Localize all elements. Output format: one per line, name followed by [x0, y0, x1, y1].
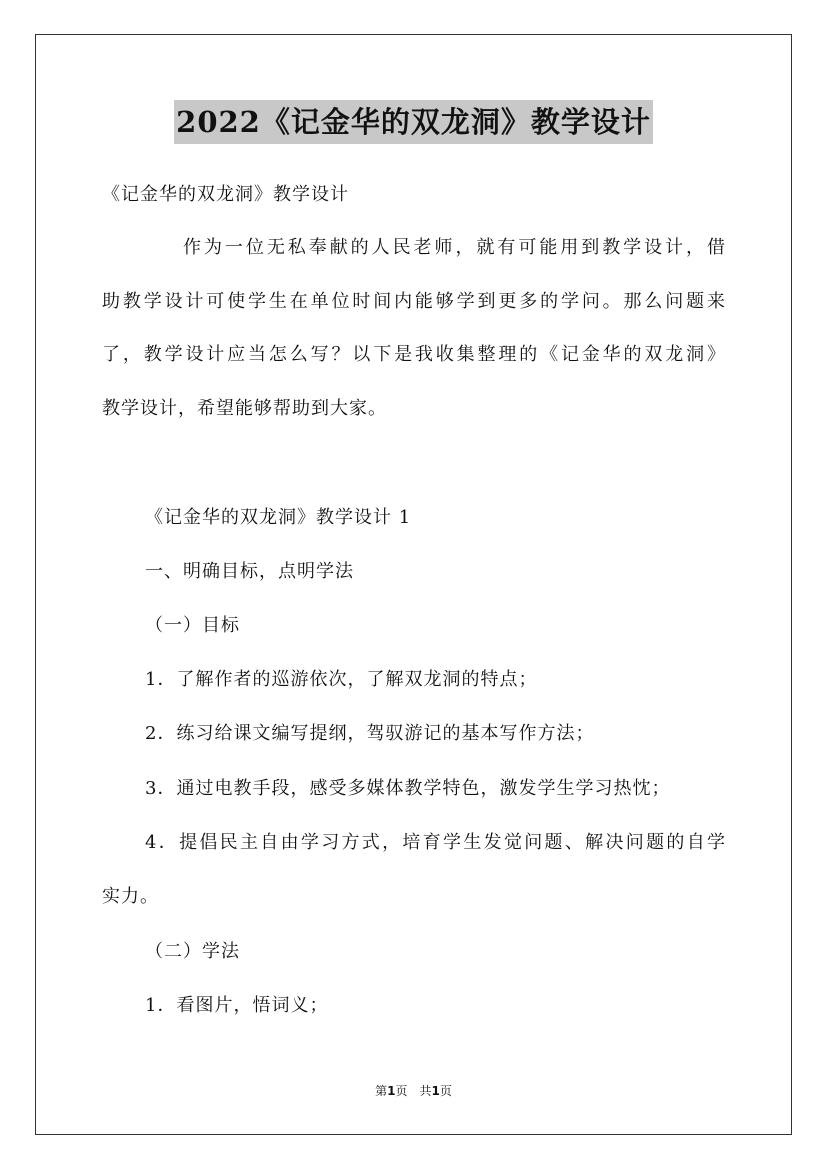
- part-heading: 一、明确目标，点明学法: [145, 561, 354, 582]
- footer-page-prefix: 第: [375, 1084, 388, 1098]
- footer-page-total: 1: [431, 1084, 440, 1098]
- page-footer: [0, 1082, 827, 1100]
- title-container: [0, 100, 827, 144]
- footer-page-current: 1: [387, 1084, 396, 1098]
- method-subheading: （二）学法: [145, 941, 240, 962]
- document-title: 2022《记金华的双龙洞》教学设计: [174, 100, 653, 144]
- method-item-1: 1．看图片，悟词义；: [145, 995, 329, 1016]
- goal-item-4: 4．提倡民主自由学习方式，培育学生发觉问题、解决问题的自学: [145, 832, 726, 853]
- intro-line-1: 作为一位无私奉献的人民老师，就有可能用到教学设计，借: [183, 237, 726, 258]
- intro-line-4: 教学设计，希望能够帮助到大家。: [102, 398, 387, 419]
- footer-page-mid: 页 共: [395, 1084, 432, 1098]
- intro-line-2: 助教学设计可使学生在单位时间内能够学到更多的学问。那么问题来: [102, 291, 726, 312]
- goal-item-1: 1．了解作者的巡游依次，了解双龙洞的特点；: [145, 669, 538, 690]
- goal-item-3: 3．通过电教手段，感受多媒体教学特色，激发学生学习热忱；: [145, 778, 671, 799]
- document-subtitle: 《记金华的双龙洞》教学设计: [102, 184, 349, 205]
- intro-line-3: 了，教学设计应当怎么写？以下是我收集整理的《记金华的双龙洞》: [102, 344, 726, 365]
- goal-item-4-continued: 实力。: [102, 886, 159, 907]
- goals-subheading: （一）目标: [145, 615, 240, 636]
- goal-item-2: 2．练习给课文编写提纲，驾驭游记的基本写作方法；: [145, 723, 595, 744]
- footer-page-suffix: 页: [439, 1084, 452, 1098]
- section-heading: 《记金华的双龙洞》教学设计 1: [145, 507, 412, 528]
